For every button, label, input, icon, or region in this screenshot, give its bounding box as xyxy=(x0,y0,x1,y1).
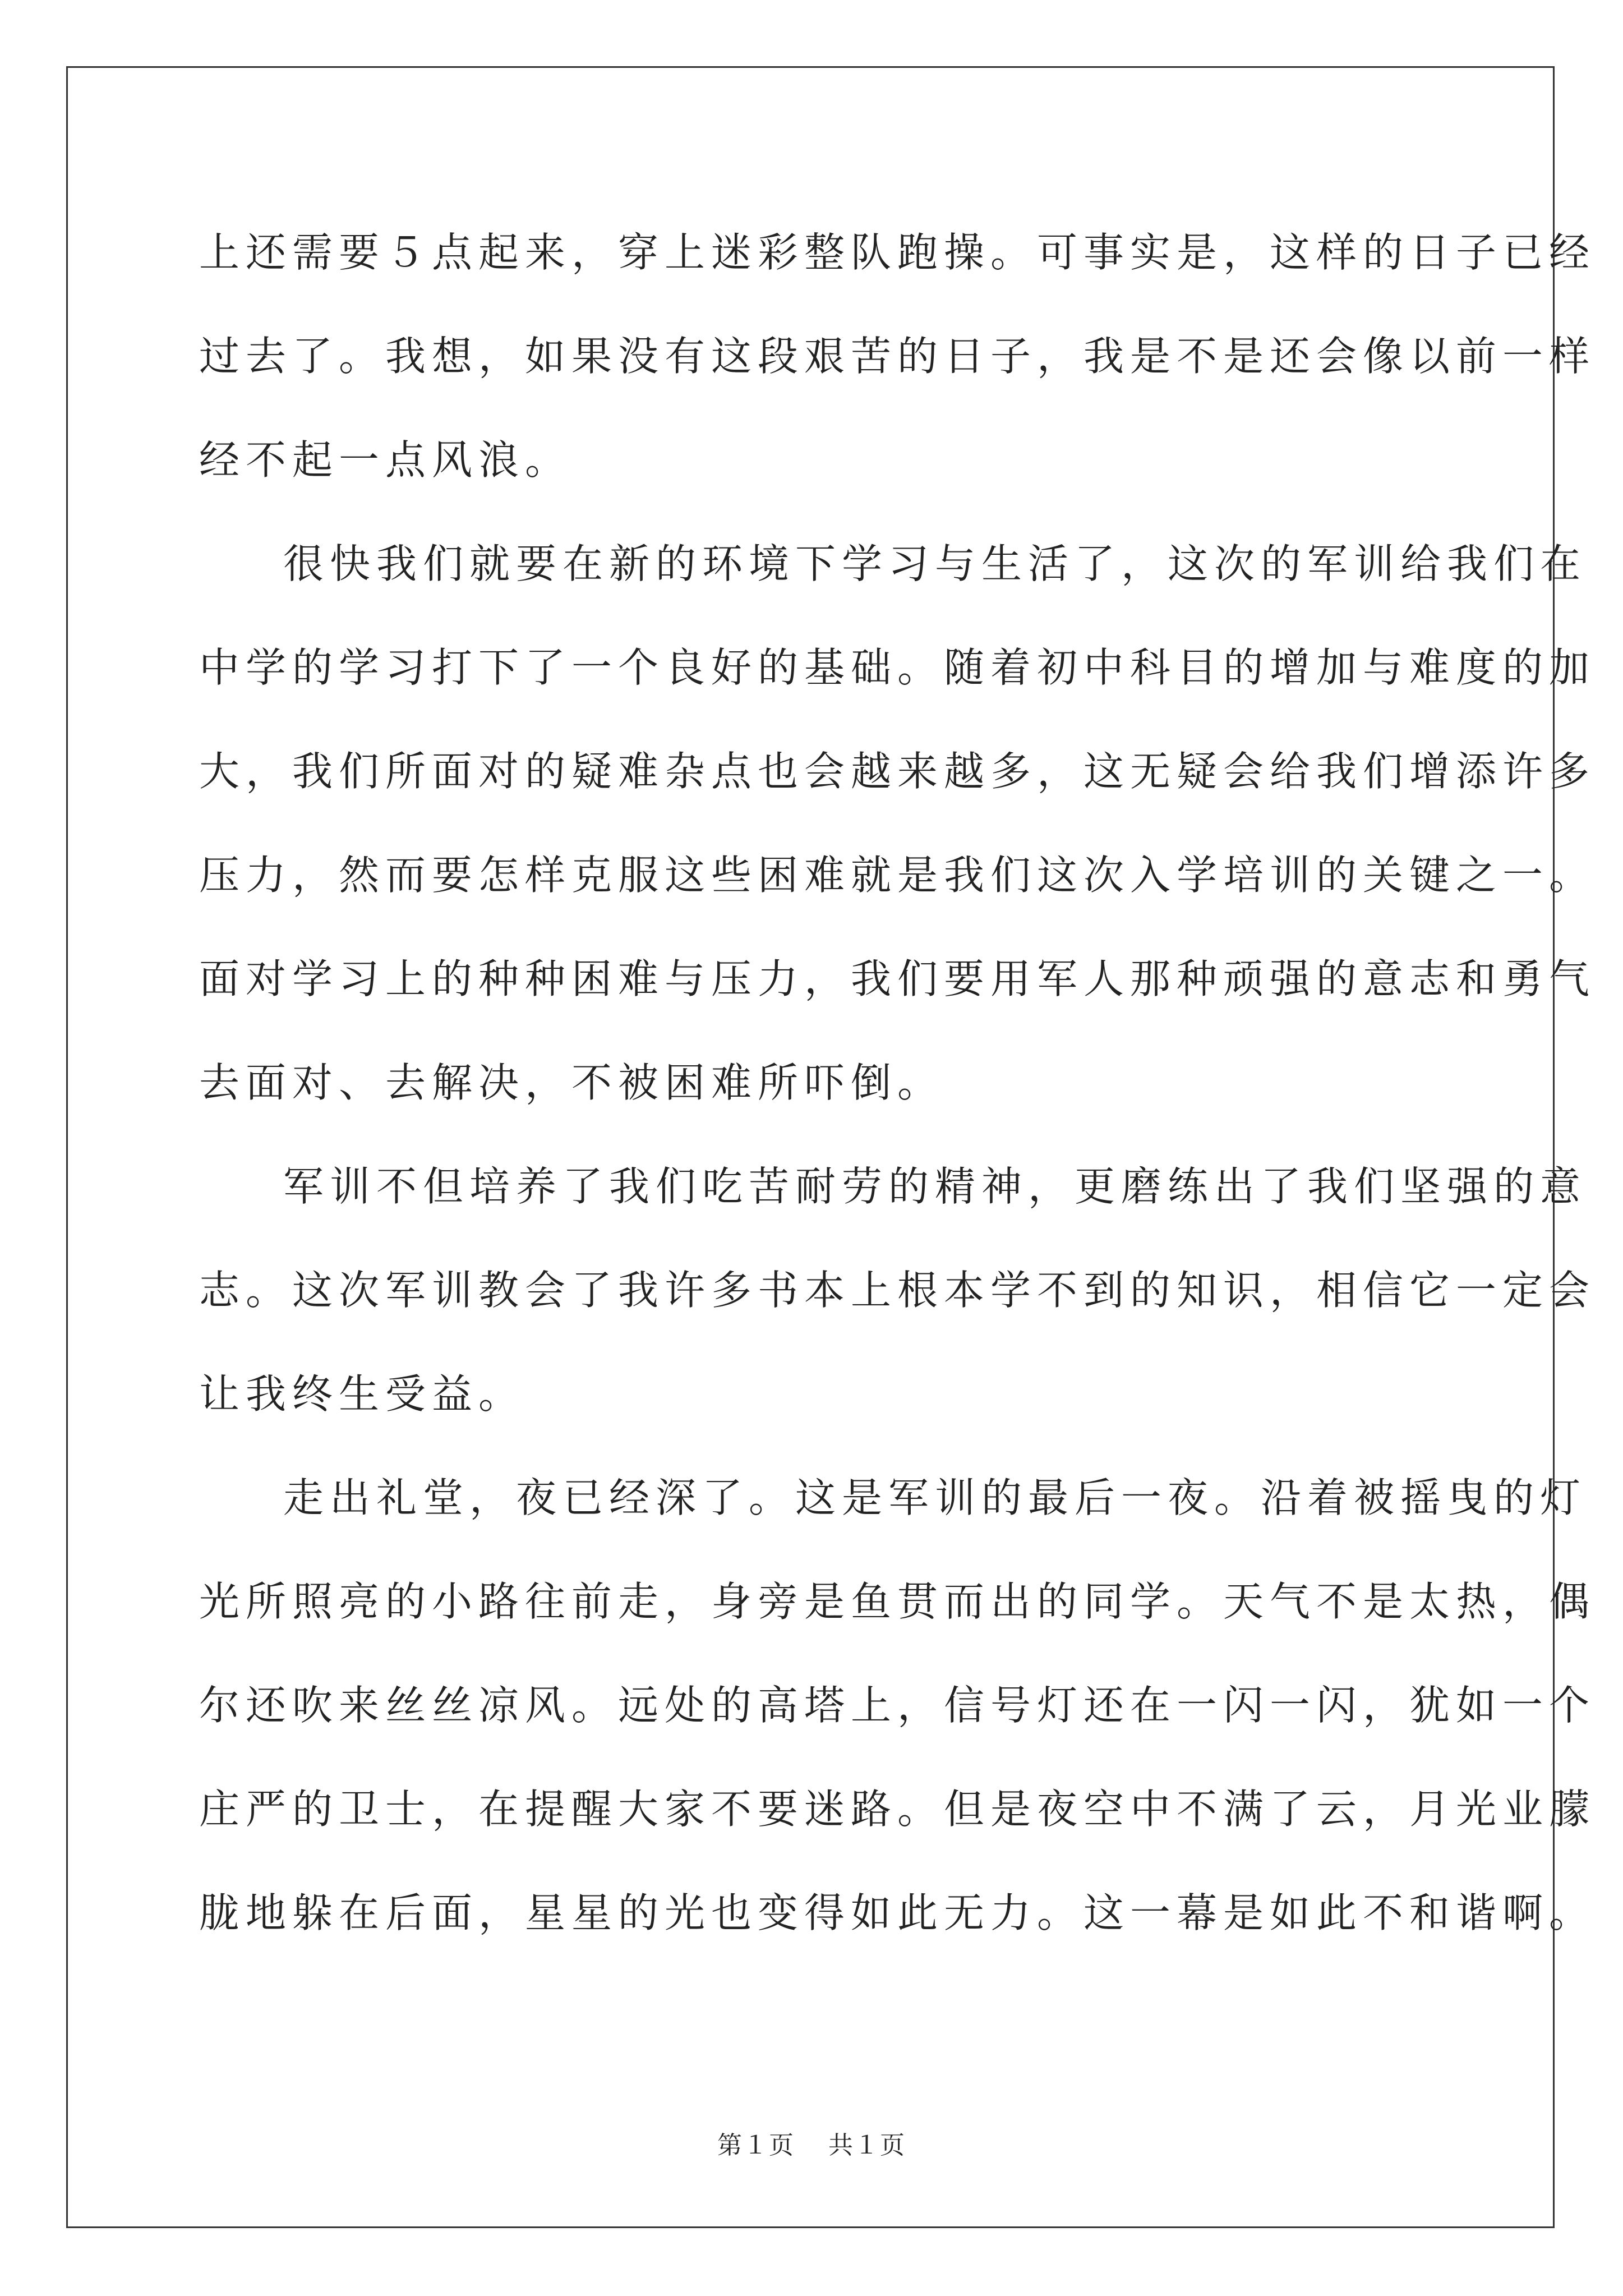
document-body xyxy=(199,222,1596,1986)
text-line: 过去了。我想，如果没有这段艰苦的日子，我是不是还会像以前一样 xyxy=(199,333,1596,380)
text-line: 庄严的卫士，在提醒大家不要迷路。但是夜空中不满了云，月光业朦 xyxy=(199,1786,1596,1833)
page-footer xyxy=(0,2125,1623,2161)
text-line: 光所照亮的小路往前走，身旁是鱼贯而出的同学。天气不是太热，偶 xyxy=(199,1578,1596,1625)
text-line: 面对学习上的种种困难与压力，我们要用军人那种顽强的意志和勇气 xyxy=(199,955,1596,1002)
page-number-current: 第１页 xyxy=(717,2131,795,2160)
text-line: 尔还吹来丝丝凉风。远处的高塔上，信号灯还在一闪一闪，犹如一个 xyxy=(199,1682,1596,1729)
page-number-total: 共１页 xyxy=(828,2131,906,2160)
text-line: 志。这次军训教会了我许多书本上根本学不到的知识，相信它一定会 xyxy=(199,1267,1596,1314)
text-line: 让我终生受益。 xyxy=(199,1370,525,1418)
text-line: 很快我们就要在新的环境下学习与生活了，这次的军训给我们在 xyxy=(283,540,1587,587)
text-line: 经不起一点风浪。 xyxy=(199,436,572,484)
text-line: 走出礼堂，夜已经深了。这是军训的最后一夜。沿着被摇曳的灯 xyxy=(283,1474,1587,1521)
text-line: 大，我们所面对的疑难杂点也会越来越多，这无疑会给我们增添许多 xyxy=(199,748,1596,795)
text-line: 中学的学习打下了一个良好的基础。随着初中科目的增加与难度的加 xyxy=(199,644,1596,691)
text-line: 压力，然而要怎样克服这些困难就是我们这次入学培训的关键之一。 xyxy=(199,852,1596,899)
text-line: 胧地躲在后面，星星的光也变得如此无力。这一幕是如此不和谐啊。 xyxy=(199,1889,1596,1936)
text-line: 去面对、去解决，不被困难所吓倒。 xyxy=(199,1059,944,1106)
text-line: 上还需要５点起来，穿上迷彩整队跑操。可事实是，这样的日子已经 xyxy=(199,229,1596,276)
text-line: 军训不但培养了我们吃苦耐劳的精神，更磨练出了我们坚强的意 xyxy=(283,1163,1587,1210)
